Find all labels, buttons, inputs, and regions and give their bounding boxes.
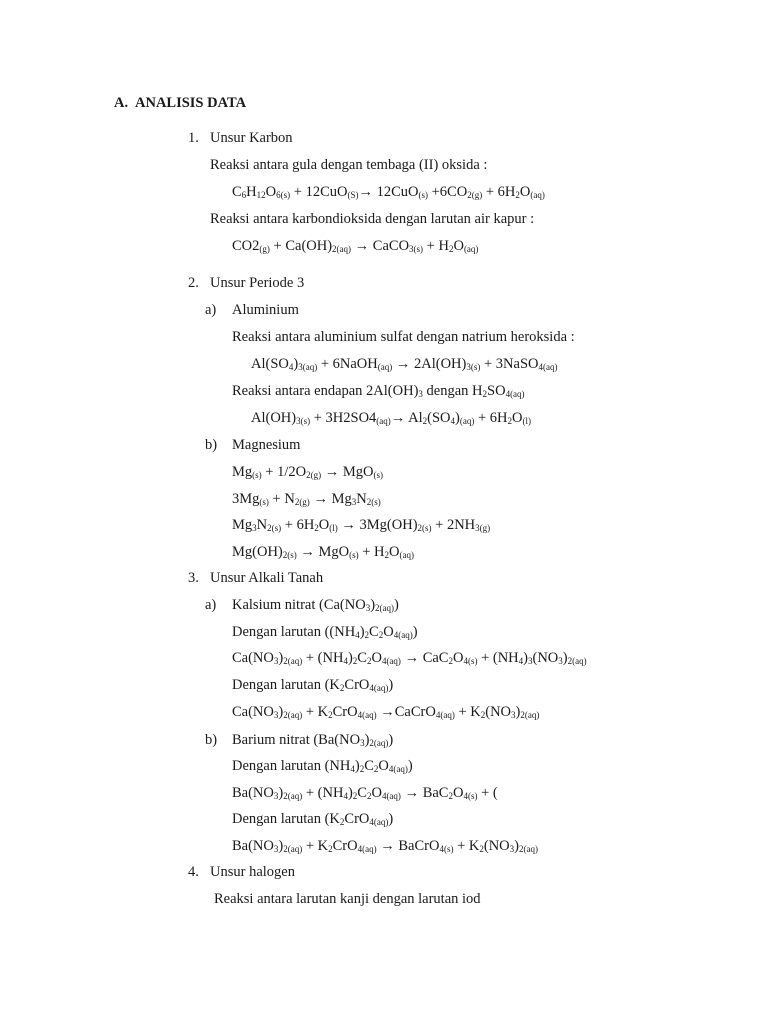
subitem-letter: b) xyxy=(205,437,218,453)
chemical-equation: $Ca(NO_3)_{2(aq)} + K_2CrO_{4(aq)}$ →CaCrO$_{4(aq)}$ + $K_2(NO_3)_{2(aq)}$ xyxy=(232,704,540,720)
chemical-equation: $Mg_3N_{2(s)} + 6H_2O_{(l)} \to 3Mg(OH)_{2(s)} + 2NH_{3(g)}$ xyxy=(232,517,491,533)
chemical-equation: $Ba(NO_3)_{2(aq)} + (NH_4)_2C_2O_{4(aq)} \to BaC_2O_{4(s)}$ + ( xyxy=(232,785,498,801)
item-title: Unsur Alkali Tanah xyxy=(210,570,324,586)
subitem-letter: a) xyxy=(205,302,217,318)
section-heading: ANALISIS DATA xyxy=(135,95,247,111)
reagent-line: Dengan larutan $(K_2CrO_{4(aq)})$ xyxy=(232,677,394,693)
reaction-description: Reaksi antara larutan kanji dengan larutan iod xyxy=(214,891,481,907)
item-number: 3. xyxy=(188,570,199,586)
item-number: 4. xyxy=(188,864,199,880)
chemical-equation: $Mg(OH)_{2(s)} \to MgO_{(s)} + H_2O_{(aq)}$ xyxy=(232,544,415,560)
chemical-equation: $Ba(NO_3)_{2(aq)} + K_2CrO_{4(aq)}$ → BaCrO$_{4(s)}$ + $K_2(NO_3)_{2(aq)}$ xyxy=(232,838,538,854)
reaction-description: Reaksi antara karbondioksida dengan larutan air kapur : xyxy=(210,211,535,227)
chemical-equation: $CO2_{(g)} + Ca(OH)_{2(aq)}$ → CaCO$_{3(s)}$ + $H_2O_{(aq)}$ xyxy=(232,238,479,254)
reaction-description: Reaksi antara aluminium sulfat dengan natrium heroksida : xyxy=(232,329,575,345)
item-title: Unsur Periode 3 xyxy=(210,275,305,291)
reaction-description: Reaksi antara gula dengan tembaga (II) oksida : xyxy=(210,157,488,173)
reagent-line: Dengan larutan $(K_2CrO_{4(aq)})$ xyxy=(232,811,394,827)
subitem-letter: b) xyxy=(205,732,218,748)
chemical-equation: $3Mg_{(s)} + N_{2(g)} \to Mg_3N_{2(s)}$ xyxy=(232,491,381,507)
chemical-equation: $Al(SO_4)_{3(aq)}$ + 6NaOH$_{(aq)}$ → $2Al(OH)_{3(s)}$ + 3NaSO$_{4(aq)}$ xyxy=(251,356,558,372)
chemical-equation: $C_6H_{12}O_{6(s)} + 12CuO_{(S)}\to 12CuO_{(s)} +6CO_{2(g)} + 6H_2O_{(aq)}$ xyxy=(232,184,545,200)
subitem-title: Barium nitrat $(Ba(NO_3)_{2(aq)})$ xyxy=(232,732,394,748)
subitem-title: Kalsium nitrat $(Ca(NO_3)_{2(aq)})$ xyxy=(232,597,399,613)
item-title: Unsur Karbon xyxy=(210,130,293,146)
item-number: 1. xyxy=(188,130,199,146)
chemical-equation: $Ca(NO_3)_{2(aq)} + (NH_4)_2C_2O_{4(aq)} \to CaC_2O_{4(s)} + (NH_4)_3(NO_3)_{2(aq)}$ xyxy=(232,650,587,666)
chemical-equation: $Mg_{(s)} + 1/2O_{2(g)} \to MgO_{(s)}$ xyxy=(232,464,383,480)
subitem-title: Magnesium xyxy=(232,437,301,453)
section-letter: A. xyxy=(114,95,129,111)
chemical-equation: $Al(OH)_{3(s)} + 3H2SO4_{(aq)}\to Al_2(SO_4)_{(aq)} + 6H_2O_{(l)}$ xyxy=(251,410,531,426)
item-title: Unsur halogen xyxy=(210,864,295,880)
subitem-title: Aluminium xyxy=(232,302,299,318)
subitem-letter: a) xyxy=(205,597,217,613)
reagent-line: Dengan larutan $((NH_4)_2C_2O_{4(aq)})$ xyxy=(232,624,418,640)
item-number: 2. xyxy=(188,275,199,291)
reagent-line: Dengan larutan $(NH_4)_2C_2O_{4(aq)}$) xyxy=(232,758,413,774)
reaction-description: Reaksi antara endapan $2Al(OH)_3$ dengan $H_2SO_{4(aq)}$ xyxy=(232,383,525,399)
